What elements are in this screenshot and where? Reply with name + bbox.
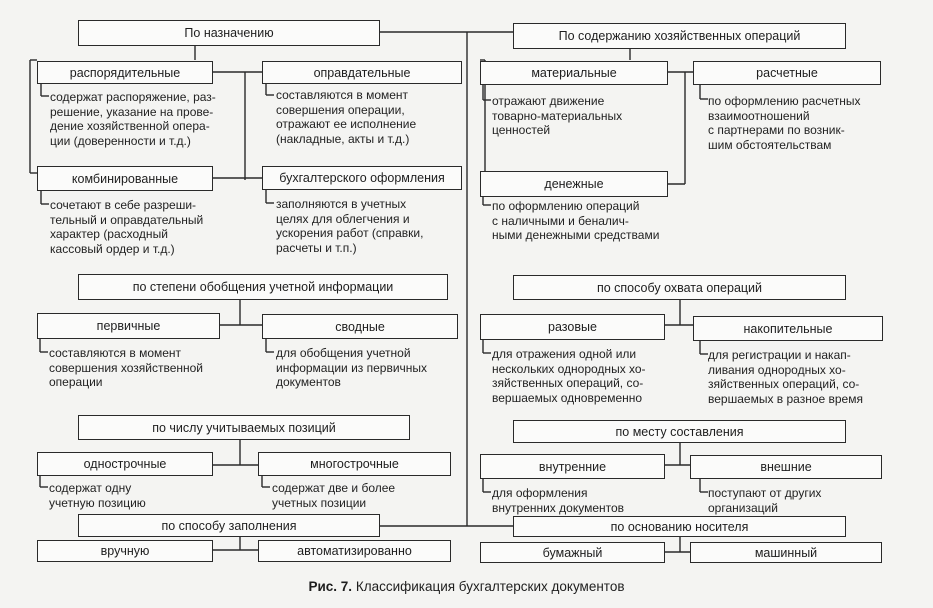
type-primary: первичные [37,313,220,339]
desc-cumulative: для регистрации и накап- ливания однородных хо- зяйственных операций, со- вершаемых в разное время [708,348,863,406]
type-paper: бумажный [480,542,665,563]
type-cumulative: накопительные [693,316,883,341]
type-monetary: денежные [480,171,668,197]
type-settlement: расчетные [693,61,881,85]
type-automated: автоматизированно [258,540,451,562]
desc-primary: составляются в момент совершения хозяйственной операции [49,346,204,390]
caption-text: Классификация бухгалтерских документов [355,579,625,594]
desc-multi-line: содержат две и более учетных позиции [272,481,396,510]
desc-external: поступают от других организаций [708,486,822,515]
category-coverage: по способу охвата операций [513,275,846,300]
type-single: разовые [480,314,665,340]
type-bookkeeping: бухгалтерского оформления [262,166,462,190]
type-multi-line: многострочные [258,452,451,476]
type-external: внешние [690,455,882,479]
category-purpose: По назначению [78,20,380,46]
type-material: материальные [480,61,668,85]
type-summary: сводные [262,314,458,339]
type-single-line: однострочные [37,452,213,476]
category-place: по месту составления [513,420,846,443]
category-generalization: по степени обобщения учетной информации [78,274,448,300]
desc-justifying: составляются в момент совершения операции, отражают ее исполнение (накладные, акты и т.д.) [276,88,417,146]
desc-settlement: по оформлению расчетных взаимоотношений с партнерами по возник- шим обстоятельствам [708,94,861,152]
type-machine: машинный [690,542,882,563]
desc-directive: содержат распоряжение, раз- решение, указание на прове- дение хозяйственной опера- ции (доверенности и т.д.) [50,90,216,148]
figure-caption [0,579,933,594]
type-manual: вручную [37,540,213,562]
type-internal: внутренние [480,454,665,479]
type-combined: комбинированные [37,166,213,191]
desc-single: для отражения одной или нескольких однородных хо- зяйственных операций, со- вершаемых одновременно [492,347,646,405]
desc-internal: для оформления внутренних документов [492,486,625,515]
desc-bookkeeping: заполняются в учетных целях для облегчения и ускорения работ (справки, расчеты и т.п.) [276,197,424,255]
desc-monetary: по оформлению операций с наличными и беналич- ными денежными средствами [492,199,660,243]
category-content: По содержанию хозяйственных операций [513,23,846,49]
category-positions: по числу учитываемых позиций [78,415,410,440]
desc-material: отражают движение товарно-материальных ценностей [492,94,623,138]
category-medium: по основанию носителя [513,516,846,537]
type-justifying: оправдательные [262,61,462,84]
caption-prefix: Рис. 7. [308,579,353,594]
desc-combined: сочетают в себе разреши- тельный и оправдательный характер (расходный кассовый ордер и т.д.) [50,198,204,256]
type-directive: распорядительные [37,61,213,84]
category-filling: по способу заполнения [78,514,380,537]
desc-single-line: содержат одну учетную позицию [49,481,146,510]
desc-summary: для обобщения учетной информации из первичных документов [276,346,428,390]
